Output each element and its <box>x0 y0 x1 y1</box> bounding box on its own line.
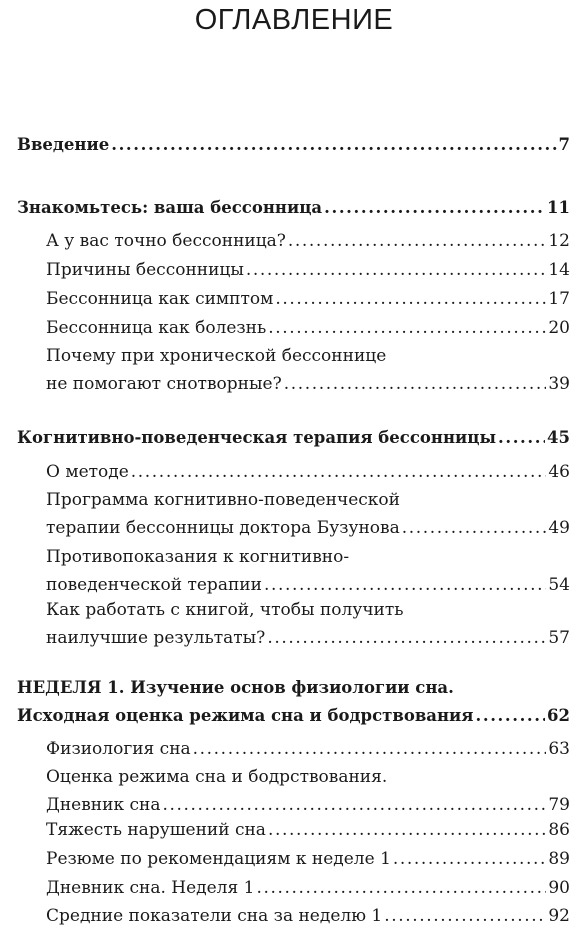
dot-leader <box>268 816 546 844</box>
dot-leader <box>384 902 546 930</box>
toc-page-number: 92 <box>548 906 570 926</box>
toc-section[interactable] <box>46 735 570 763</box>
toc-page-number: 54 <box>548 575 570 595</box>
dot-leader <box>162 791 546 819</box>
toc-title: Знакомьтесь: ваша бессонница <box>17 198 323 217</box>
toc-title: Средние показатели сна за неделю 1 <box>46 906 383 926</box>
toc-line <box>17 131 570 159</box>
toc-line <box>46 256 570 284</box>
dot-leader <box>275 285 546 313</box>
toc-page-number: 62 <box>547 706 570 725</box>
toc-line <box>17 424 570 452</box>
toc-title-continued: терапии бессонницы доктора Бузунова <box>46 518 400 538</box>
toc-section[interactable] <box>46 845 570 873</box>
toc-line <box>46 543 570 571</box>
toc-page-number: 14 <box>548 260 570 280</box>
toc-title-continued: поведенческой терапии <box>46 575 262 595</box>
dot-leader <box>193 735 547 763</box>
toc-title-continued: Дневник сна <box>46 795 161 815</box>
toc-page-number: 17 <box>548 289 570 309</box>
toc-line <box>46 735 570 763</box>
dot-leader <box>288 227 546 255</box>
toc-line <box>46 624 570 652</box>
toc-section[interactable] <box>46 902 570 930</box>
toc-line <box>46 902 570 930</box>
toc-section[interactable] <box>46 314 570 342</box>
toc-section[interactable] <box>46 816 570 844</box>
dot-leader <box>246 256 546 284</box>
toc-section[interactable] <box>46 285 570 313</box>
toc-line <box>17 194 570 222</box>
toc-line <box>46 763 570 791</box>
dot-leader <box>324 194 545 222</box>
toc-chapter[interactable] <box>17 424 570 452</box>
toc-line <box>46 285 570 313</box>
toc-chapter[interactable] <box>17 194 570 222</box>
toc-title: Бессонница как симптом <box>46 289 274 309</box>
toc-title: Дневник сна. Неделя 1 <box>46 878 255 898</box>
toc-line <box>17 702 570 730</box>
toc-line <box>46 874 570 902</box>
toc-line <box>46 486 570 514</box>
toc-chapter[interactable] <box>17 674 570 730</box>
toc-section[interactable] <box>46 543 570 599</box>
toc-title: Оценка режима сна и бодрствования. <box>46 767 388 787</box>
toc-line <box>46 342 570 370</box>
toc-page-number: 46 <box>548 462 570 482</box>
toc-line <box>46 227 570 255</box>
dot-leader <box>476 702 546 730</box>
toc-title: О методе <box>46 462 129 482</box>
toc-title: Тяжесть нарушений сна <box>46 820 266 840</box>
toc-section[interactable] <box>46 227 570 255</box>
toc-line <box>46 370 570 398</box>
toc-page-number: 11 <box>547 198 570 217</box>
toc-line <box>46 816 570 844</box>
dot-leader <box>131 458 547 486</box>
toc-section[interactable] <box>46 763 570 819</box>
toc-section[interactable] <box>46 342 570 398</box>
toc-line <box>46 458 570 486</box>
toc-section[interactable] <box>46 256 570 284</box>
dot-leader <box>111 131 556 159</box>
toc-title: Бессонница как болезнь <box>46 318 267 338</box>
toc-title: Причины бессонницы <box>46 260 244 280</box>
toc-section[interactable] <box>46 486 570 542</box>
dot-leader <box>393 845 546 873</box>
dot-leader <box>256 874 546 902</box>
toc-page-number: 7 <box>558 135 570 154</box>
toc-page-number: 20 <box>548 318 570 338</box>
dot-leader <box>264 571 546 599</box>
toc-title: Почему при хронической бессоннице <box>46 346 387 366</box>
toc-title: Резюме по рекомендациям к неделе 1 <box>46 849 391 869</box>
toc-line <box>17 674 570 702</box>
toc-section[interactable] <box>46 874 570 902</box>
toc-line <box>46 314 570 342</box>
toc-section[interactable] <box>46 458 570 486</box>
dot-leader <box>402 514 547 542</box>
toc-title: Программа когнитивно-поведенческой <box>46 490 400 510</box>
toc-page-number: 79 <box>548 795 570 815</box>
dot-leader <box>268 314 546 342</box>
dot-leader <box>267 624 546 652</box>
toc-title: Когнитивно-поведенческая терапия бессонницы <box>17 428 496 447</box>
toc-page-number: 49 <box>548 518 570 538</box>
toc-chapter[interactable] <box>17 131 570 159</box>
toc-title: НЕДЕЛЯ 1. Изучение основ физиологии сна. <box>17 678 454 697</box>
toc-page-number: 90 <box>548 878 570 898</box>
toc-page-number: 86 <box>548 820 570 840</box>
page-title: ОГЛАВЛЕНИЕ <box>194 4 394 36</box>
toc-title: Противопоказания к когнитивно- <box>46 547 350 567</box>
dot-leader <box>498 424 545 452</box>
toc-title-continued: не помогают снотворные? <box>46 374 282 394</box>
toc-title: Введение <box>17 135 110 154</box>
dot-leader <box>284 370 547 398</box>
toc-page-number: 45 <box>547 428 570 447</box>
toc-title-continued: наилучшие результаты? <box>46 628 266 648</box>
toc-line <box>46 571 570 599</box>
toc-title: Как работать с книгой, чтобы получить <box>46 600 404 620</box>
toc-line <box>46 596 570 624</box>
toc-title: А у вас точно бессонница? <box>46 231 286 251</box>
toc-page-number: 63 <box>548 739 570 759</box>
toc-line <box>46 514 570 542</box>
toc-page-number: 12 <box>548 231 570 251</box>
toc-section[interactable] <box>46 596 570 652</box>
toc-title: Физиология сна <box>46 739 191 759</box>
toc-line <box>46 791 570 819</box>
toc-title-continued: Исходная оценка режима сна и бодрствования <box>17 706 474 725</box>
toc-page-number: 39 <box>548 374 570 394</box>
toc-line <box>46 845 570 873</box>
toc-page-number: 89 <box>548 849 570 869</box>
toc-page-number: 57 <box>548 628 570 648</box>
